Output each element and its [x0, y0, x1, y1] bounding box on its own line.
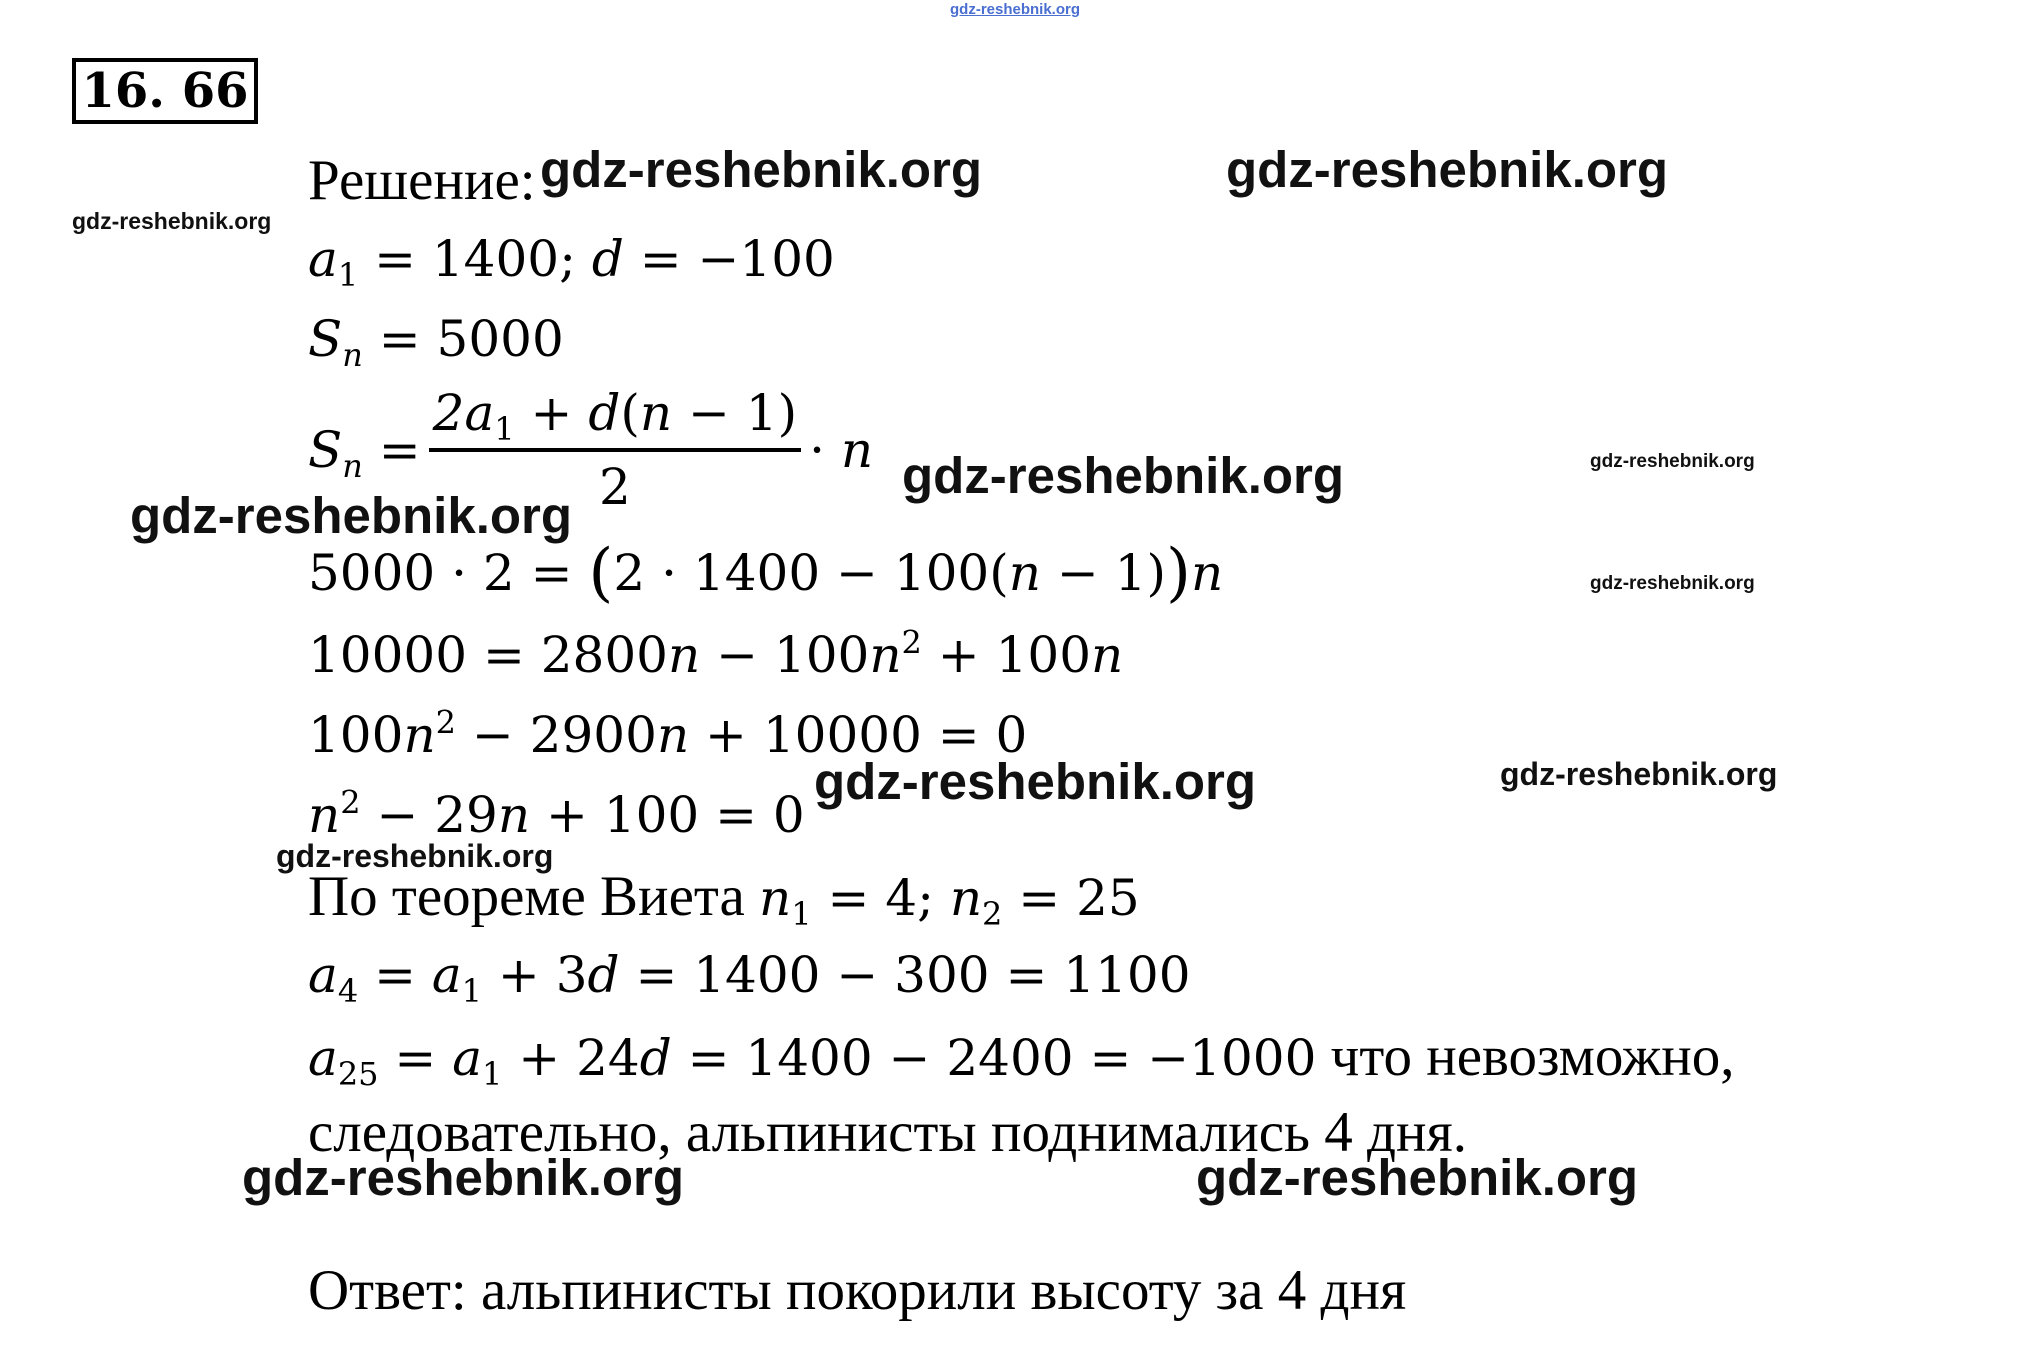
fourth-term-line: $a_4 = a_1 + 3d = 1400 - 300 = 1100$	[308, 946, 1191, 1011]
sub-1: 1	[337, 256, 359, 295]
watermark: gdz-reshebnik.org	[814, 753, 1257, 810]
conclusion-line: следовательно, альпинисты поднимались 4 дня.	[308, 1101, 1468, 1164]
fraction-numerator: $2a_1 + d(n - 1)$	[429, 388, 801, 452]
twenty-fifth-term-line: $a_{25} = a_1 + 24d = 1400 - 2400 = -1000$ что невозможно,	[308, 1025, 1735, 1094]
watermark: gdz-reshebnik.org	[1196, 1149, 1639, 1206]
given-first-term-line	[308, 230, 835, 295]
solution-label: Решение:	[308, 149, 536, 212]
var-a: a	[308, 230, 338, 288]
problem-number: 16. 66	[81, 63, 249, 119]
eq-part: = −100	[623, 230, 835, 288]
fraction-denominator: 2	[598, 458, 631, 516]
sub-n: n	[342, 447, 363, 486]
watermark: gdz-reshebnik.org	[130, 487, 573, 544]
var-d: d	[591, 230, 624, 288]
watermark: gdz-reshebnik.org	[1590, 451, 1755, 472]
equation-step-1: 5000 · 2 = (2 · 1400 − 100(n − 1))n	[308, 536, 1224, 610]
equation-step-4: $n^2 - 29n + 100 = 0$	[308, 783, 805, 844]
vieta-line: По теореме Виета $n_1 = 4$; $n_2 = 25$	[308, 865, 1140, 934]
dot: ·	[809, 421, 841, 479]
problem-number-box	[72, 58, 258, 124]
var-s: S	[308, 310, 343, 368]
sub-n: n	[342, 336, 363, 375]
watermark: gdz-reshebnik.org	[242, 1149, 685, 1206]
equation-step-3: $100n^2 - 2900n + 10000 = 0$	[308, 703, 1028, 764]
eq-part: = 5000	[362, 310, 564, 368]
answer-line: Ответ: альпинисты покорили высоту за 4 дня	[308, 1259, 1407, 1322]
watermark: gdz-reshebnik.org	[72, 208, 272, 234]
watermark: gdz-reshebnik.org	[276, 838, 554, 874]
watermark: gdz-reshebnik.org	[1226, 141, 1669, 198]
var-n: n	[840, 421, 874, 479]
top-watermark-link[interactable]: gdz-reshebnik.org	[950, 1, 1081, 18]
watermark: gdz-reshebnik.org	[1500, 756, 1778, 792]
eq-part: =	[362, 421, 421, 479]
watermark: gdz-reshebnik.org	[1590, 573, 1755, 594]
eq-part: = 1400;	[358, 230, 592, 288]
var-s: S	[308, 421, 343, 479]
equation-step-2: $10000 = 2800n - 100n^2 + 100n$	[308, 623, 1124, 684]
watermark: gdz-reshebnik.org	[540, 141, 983, 198]
watermark: gdz-reshebnik.org	[902, 447, 1345, 504]
given-sum-line	[308, 310, 564, 375]
